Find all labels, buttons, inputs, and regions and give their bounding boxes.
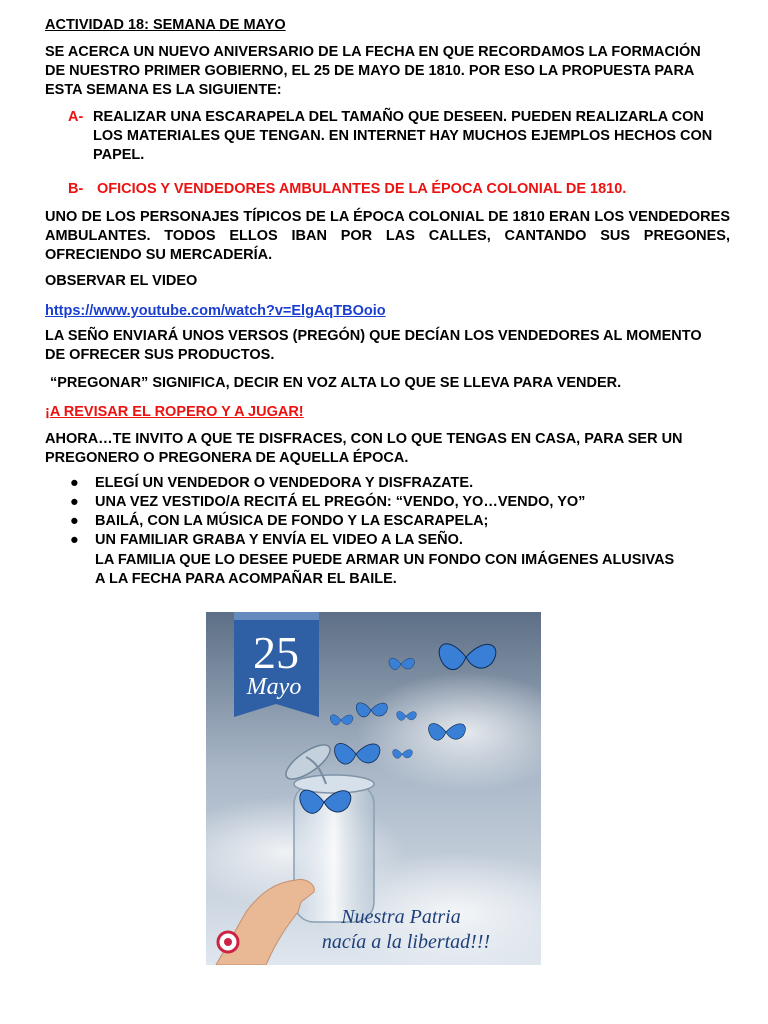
may-25-poster (206, 612, 541, 965)
date-day: 25 (253, 627, 299, 678)
list-item: ● BAILÁ, CON LA MÚSICA DE FONDO Y LA ESCARAPELA; (70, 513, 489, 529)
item-b-text: OFICIOS Y VENDEDORES AMBULANTES DE LA ÉPOCA COLONIAL DE 1810. (97, 181, 627, 197)
item-b (68, 180, 718, 200)
bullet-icon: ● (70, 494, 79, 510)
activity-title: ACTIVIDAD 18: SEMANA DE MAYO (45, 17, 286, 33)
senio-paragraph: LA SEÑO ENVIARÁ UNOS VERSOS (PREGÓN) QUE DECÍAN LOS VENDEDORES AL MOMENTO DE OFRECER SUS PRODUCTOS. (45, 328, 702, 363)
family-paragraph: LA FAMILIA QUE LO DESEE PUEDE ARMAR UN FONDO CON IMÁGENES ALUSIVAS A LA FECHA PARA ACOMPAÑAR EL BAILE. (95, 552, 675, 587)
intro-paragraph: SE ACERCA UN NUEVO ANIVERSARIO DE LA FECHA EN QUE RECORDAMOS LA FORMACIÓN DE NUESTRO PRIMER GOBIERNO, EL 25 DE MAYO DE 1810. POR ESO LA PROPUESTA PARA ESTA SEMANA ES LA SIGUIENTE: (45, 44, 701, 98)
bullet-icon: ● (70, 513, 79, 529)
video-link[interactable]: https://www.youtube.com/watch?v=ElgAqTBOoio (45, 303, 386, 319)
list-item: ● UNA VEZ VESTIDO/A RECITÁ EL PREGÓN: “VENDO, YO…VENDO, YO” (70, 494, 586, 510)
list-item: ● UN FAMILIAR GRABA Y ENVÍA EL VIDEO A LA SEÑO. (70, 532, 463, 548)
item-a-text: REALIZAR UNA ESCARAPELA DEL TAMAÑO QUE DESEEN. PUEDEN REALIZARLA CON LOS MATERIALES QUE TENGAN. EN INTERNET HAY MUCHOS EJEMPLOS HECHOS CON PAPEL. (93, 109, 713, 163)
vendedores-paragraph: UNO DE LOS PERSONAJES TÍPICOS DE LA ÉPOCA COLONIAL DE 1810 ERAN LOS VENDEDORES AMBULANTES. TODOS ELLOS IBAN POR LAS CALLES, CANTANDO SUS PREGONES, OFRECIENDO SU MERCADERÍA. (45, 209, 730, 263)
instruction-list (70, 474, 690, 550)
ahora-paragraph: AHORA…TE INVITO A QUE TE DISFRACES, CON LO QUE TENGAS EN CASA, PARA SER UN PREGONERO O PREGONERA DE AQUELLA ÉPOCA. (45, 431, 683, 466)
item-b-marker: B- (68, 181, 84, 197)
observar-label: OBSERVAR EL VIDEO (45, 273, 198, 289)
slogan-line-2: nacía a la libertad!!! (321, 931, 491, 953)
item-a-marker: A- (68, 109, 84, 125)
bullet-icon: ● (70, 532, 79, 548)
pregonar-paragraph: “PREGONAR” SIGNIFICA, DECIR EN VOZ ALTA LO QUE SE LLEVA PARA VENDER. (50, 375, 622, 391)
date-month: Mayo (246, 674, 302, 700)
list-item: ● ELEGÍ UN VENDEDOR O VENDEDORA Y DISFRAZATE. (70, 475, 474, 491)
ropero-heading: ¡A REVISAR EL ROPERO Y A JUGAR! (45, 404, 304, 420)
item-a (68, 108, 718, 168)
bullet-icon: ● (70, 475, 79, 491)
slogan-line-1: Nuestra Patria (341, 906, 461, 928)
cockade-icon (218, 932, 238, 952)
